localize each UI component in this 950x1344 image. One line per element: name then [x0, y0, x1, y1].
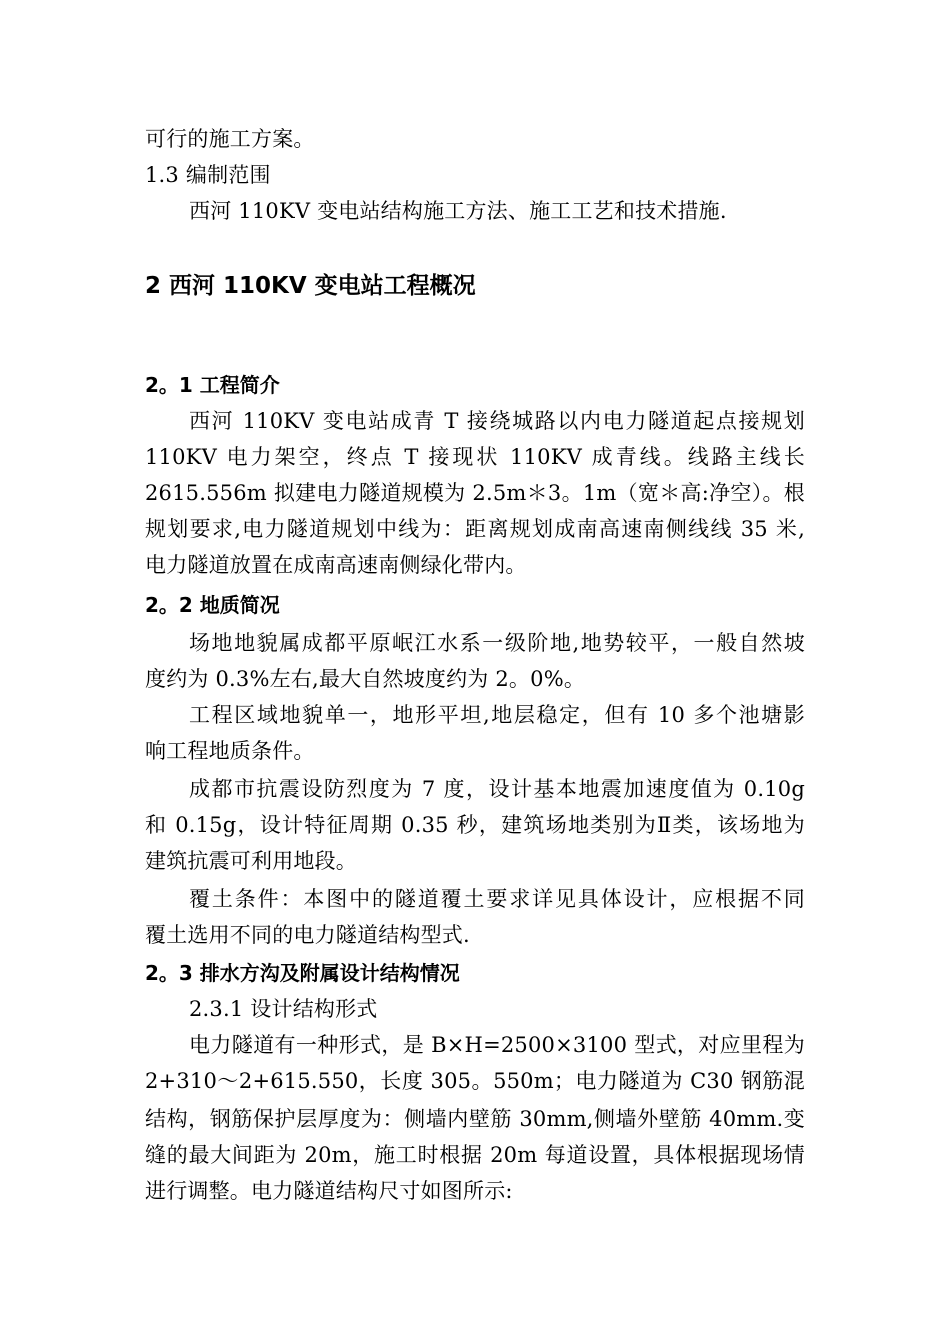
intro-line: 可行的施工方案。 [145, 127, 315, 151]
paragraph-line: 建筑抗震可利用地段。 [145, 849, 357, 873]
paragraph-line: 工程区域地貌单一，地形平坦,地层稳定，但有 10 多个池塘影 [189, 703, 805, 727]
paragraph-line: 覆土条件：本图中的隧道覆土要求详见具体设计，应根据不同 [189, 887, 805, 911]
paragraph-line: 覆土选用不同的电力隧道结构型式. [145, 923, 470, 947]
section-2-3-title: 2。3 排水方沟及附属设计结构情况 [145, 961, 460, 985]
paragraph-line: 2+310～2+615.550，长度 305。550m；电力隧道为 C30 钢筋混 [145, 1069, 805, 1093]
paragraph-line: 进行调整。电力隧道结构尺寸如图所示: [145, 1179, 513, 1203]
chapter-2-title: 2 西河 110KV 变电站工程概况 [145, 273, 476, 299]
paragraph-line: 响工程地质条件。 [145, 739, 315, 763]
paragraph-line: 缝的最大间距为 20m，施工时根据 20m 每道设置，具体根据现场情 [145, 1143, 805, 1167]
paragraph-line: 和 0.15g，设计特征周期 0.35 秒，建筑场地类别为Ⅱ类，该场地为 [145, 813, 805, 837]
paragraph-line: 结构，钢筋保护层厚度为：侧墙内壁筋 30mm,侧墙外壁筋 40mm.变 [145, 1107, 805, 1131]
paragraph-line: 电力隧道放置在成南高速南侧绿化带内。 [145, 553, 527, 577]
paragraph-line: 电力隧道有一种形式，是 B×H=2500×3100 型式，对应里程为 [189, 1033, 805, 1057]
scope-paragraph: 西河 110KV 变电站结构施工方法、施工工艺和技术措施. [189, 199, 727, 223]
subsection-2-3-1-title: 2.3.1 设计结构形式 [189, 997, 378, 1021]
paragraph-line: 2615.556m 拟建电力隧道规模为 2.5m＊3。1m（宽＊高:净空）。根 [145, 481, 805, 505]
section-2-2-title: 2。2 地质简况 [145, 593, 280, 617]
section-heading-1-3: 1.3 编制范围 [145, 163, 271, 187]
paragraph-line: 成都市抗震设防烈度为 7 度，设计基本地震加速度值为 0.10g [189, 777, 805, 801]
section-2-1-title: 2。1 工程简介 [145, 373, 280, 397]
paragraph-line: 110KV 电力架空，终点 T 接现状 110KV 成青线。线路主线长 [145, 445, 805, 469]
paragraph-line: 规划要求,电力隧道规划中线为：距离规划成南高速南侧线线 35 米, [145, 517, 805, 541]
paragraph-line: 西河 110KV 变电站成青 T 接绕城路以内电力隧道起点接规划 [189, 409, 805, 433]
paragraph-line: 度约为 0.3%左右,最大自然坡度约为 2。0%。 [145, 667, 586, 691]
paragraph-line: 场地地貌属成都平原岷江水系一级阶地,地势较平，一般自然坡 [189, 631, 805, 655]
